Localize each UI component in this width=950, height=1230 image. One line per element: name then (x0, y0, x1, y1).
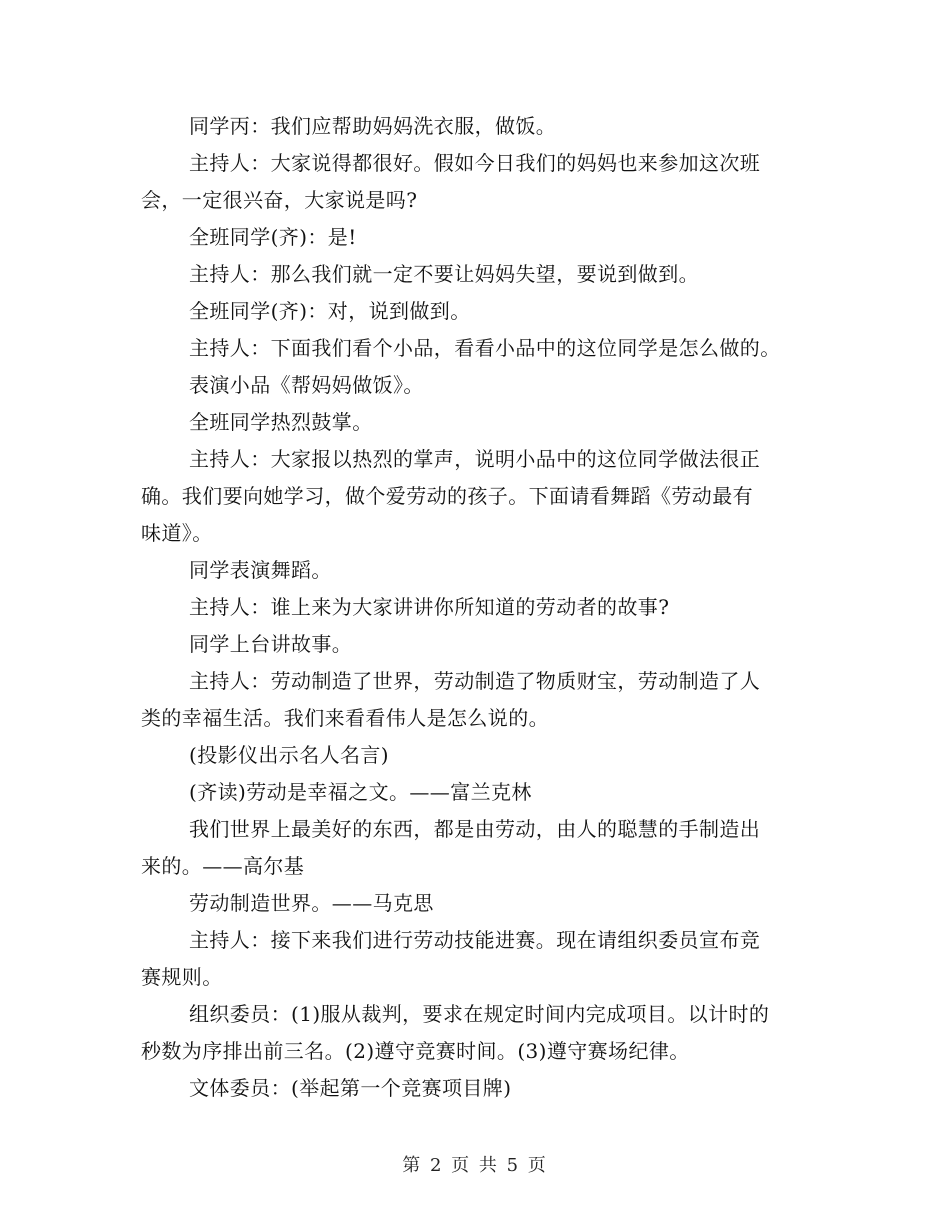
paragraph-line: 组织委员：(1)服从裁判，要求在规定时间内完成项目。以计时的 (189, 1002, 770, 1026)
paragraph-line: 文体委员：(举起第一个竞赛项目牌) (189, 1076, 512, 1100)
paragraph-line: 主持人：大家说得都很好。假如今日我们的妈妈也来参加这次班 (189, 151, 761, 175)
paragraph-line: 表演小品《帮妈妈做饭》。 (189, 373, 424, 397)
page-number-footer: 第 2 页 共 5 页 (402, 1155, 548, 1176)
paragraph-line: 类的幸福生活。我们来看看伟人是怎么说的。 (141, 706, 549, 730)
paragraph-line: 劳动制造世界。——马克思 (189, 891, 434, 915)
paragraph-line: 会，一定很兴奋，大家说是吗? (141, 188, 418, 212)
paragraph-line: 秒数为序排出前三名。(2)遵守竞赛时间。(3)遵守赛场纪律。 (141, 1039, 690, 1063)
paragraph-line: 主持人：谁上来为大家讲讲你所知道的劳动者的故事? (189, 595, 670, 619)
paragraph-line: 味道》。 (141, 521, 213, 545)
paragraph-line: 主持人：大家报以热烈的掌声，说明小品中的这位同学做法很正 (189, 447, 761, 471)
paragraph-line: 同学上台讲故事。 (189, 632, 353, 656)
paragraph-line: 同学丙：我们应帮助妈妈洗衣服，做饭。 (189, 114, 557, 138)
paragraph-line: 主持人：那么我们就一定不要让妈妈失望，要说到做到。 (189, 262, 699, 286)
paragraph-line: (投影仪出示名人名言) (189, 743, 390, 767)
paragraph-line: (齐读)劳动是幸福之文。——富兰克林 (189, 780, 532, 804)
paragraph-line: 全班同学(齐)：对，说到做到。 (189, 299, 471, 323)
paragraph-line: 主持人：接下来我们进行劳动技能进赛。现在请组织委员宣布竞 (189, 928, 761, 952)
paragraph-line: 赛规则。 (141, 965, 223, 989)
paragraph-line: 全班同学热烈鼓掌。 (189, 410, 373, 434)
paragraph-line: 我们世界上最美好的东西，都是由劳动，由人的聪慧的手制造出 (189, 817, 761, 841)
paragraph-line: 来的。——高尔基 (141, 854, 305, 878)
paragraph-line: 确。我们要向她学习，做个爱劳动的孩子。下面请看舞蹈《劳动最有 (141, 484, 753, 508)
paragraph-line: 全班同学(齐)：是! (189, 225, 357, 249)
paragraph-line: 同学表演舞蹈。 (189, 558, 332, 582)
paragraph-line: 主持人：劳动制造了世界，劳动制造了物质财宝，劳动制造了人 (189, 669, 761, 693)
paragraph-line: 主持人：下面我们看个小品，看看小品中的这位同学是怎么做的。 (189, 336, 781, 360)
